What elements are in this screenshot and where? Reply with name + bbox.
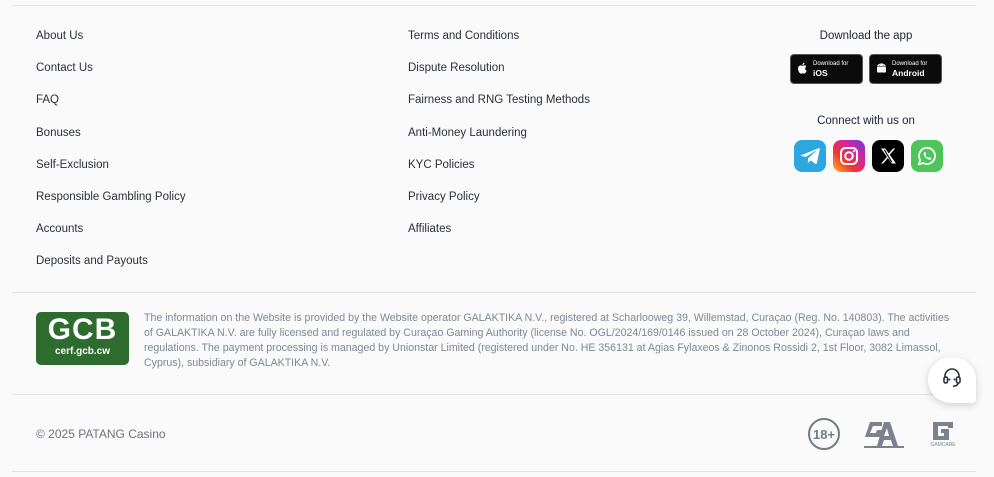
footer-link-responsible-gambling[interactable]: Responsible Gambling Policy: [36, 190, 186, 203]
copyright-text: © 2025 PATANG Casino: [36, 427, 166, 441]
footer-link-bonuses[interactable]: Bonuses: [36, 126, 81, 139]
android-icon: [876, 62, 887, 76]
footer-link-fairness-rng[interactable]: Fairness and RNG Testing Methods: [408, 94, 590, 107]
instagram-icon[interactable]: [833, 140, 865, 172]
ios-download-button[interactable]: [790, 54, 863, 84]
telegram-icon[interactable]: [794, 140, 826, 172]
download-app-title: Download the app: [819, 30, 913, 42]
headset-support-icon: [941, 367, 963, 394]
connect-title: Connect with us on: [817, 115, 915, 127]
footer-link-privacy[interactable]: Privacy Policy: [408, 190, 480, 203]
connect-section: [790, 115, 942, 127]
footer-links-left: [36, 28, 186, 286]
gcb-logo-main: GCB: [47, 313, 118, 346]
x-icon[interactable]: [872, 140, 904, 172]
footer-link-terms[interactable]: Terms and Conditions: [408, 30, 520, 42]
footer-link-contact-us[interactable]: Contact Us: [36, 62, 93, 75]
android-download-label: Android: [892, 67, 925, 78]
footer-link-affiliates[interactable]: Affiliates: [408, 223, 452, 236]
gcb-logo-sub: cerf.gcb.cw: [54, 346, 111, 357]
footer-link-about-us[interactable]: About Us: [36, 30, 84, 42]
whatsapp-icon[interactable]: [911, 140, 943, 172]
support-chat-button[interactable]: [928, 357, 976, 403]
divider-2: [12, 394, 976, 395]
top-divider: [12, 5, 976, 6]
responsible-gaming-badges: [808, 418, 958, 450]
gamcare-icon: [928, 418, 958, 450]
footer-link-faq[interactable]: FAQ: [36, 94, 60, 107]
download-app-section: [790, 30, 942, 84]
footer-link-dispute-resolution[interactable]: Dispute Resolution: [408, 62, 505, 75]
footer-link-self-exclusion[interactable]: Self-Exclusion: [36, 158, 109, 171]
gaming-authority-icon: [862, 419, 906, 449]
footer-link-kyc[interactable]: KYC Policies: [408, 158, 475, 171]
android-download-button[interactable]: [869, 54, 942, 84]
ios-download-small: Download for: [813, 60, 849, 67]
footer-link-accounts[interactable]: Accounts: [36, 223, 84, 236]
footer-link-aml[interactable]: Anti-Money Laundering: [408, 126, 527, 139]
age-18-plus-label: 18+: [812, 426, 836, 442]
android-download-small: Download for: [892, 60, 928, 67]
gcb-license-logo[interactable]: [36, 312, 129, 365]
ios-download-label: iOS: [813, 67, 828, 78]
age-18-plus-icon: [808, 418, 840, 450]
footer-links-right: [408, 28, 590, 253]
license-text: The information on the Website is provided by the Website operator GALAKTIKA N.V., registered at Scharlooweg 39, Willemstad, Curaçao (Reg. No. 140803). The activities of GALAKTIKA N.V. are fully licensed and regulated by Curaçao Gaming Authority (license No. OGL/2024/169/0146 issued on 28 October 2024), Curaçao laws and regulations. The payment processing is managed by Unionstar Limited (registered under No. HE 356131 at Agias Fylaxeos & Zinonos Rossidi 2, 1st Floor, 3082 Limassol, Cyprus), subsidiary of GALAKTIKA N.V.: [144, 312, 950, 369]
divider-1: [12, 292, 976, 293]
bottom-divider: [12, 471, 976, 472]
social-links: [794, 140, 943, 172]
gamcare-label: GAMCARE: [930, 442, 956, 448]
footer-link-deposits-payouts[interactable]: Deposits and Payouts: [36, 255, 148, 268]
apple-icon: [797, 62, 808, 76]
